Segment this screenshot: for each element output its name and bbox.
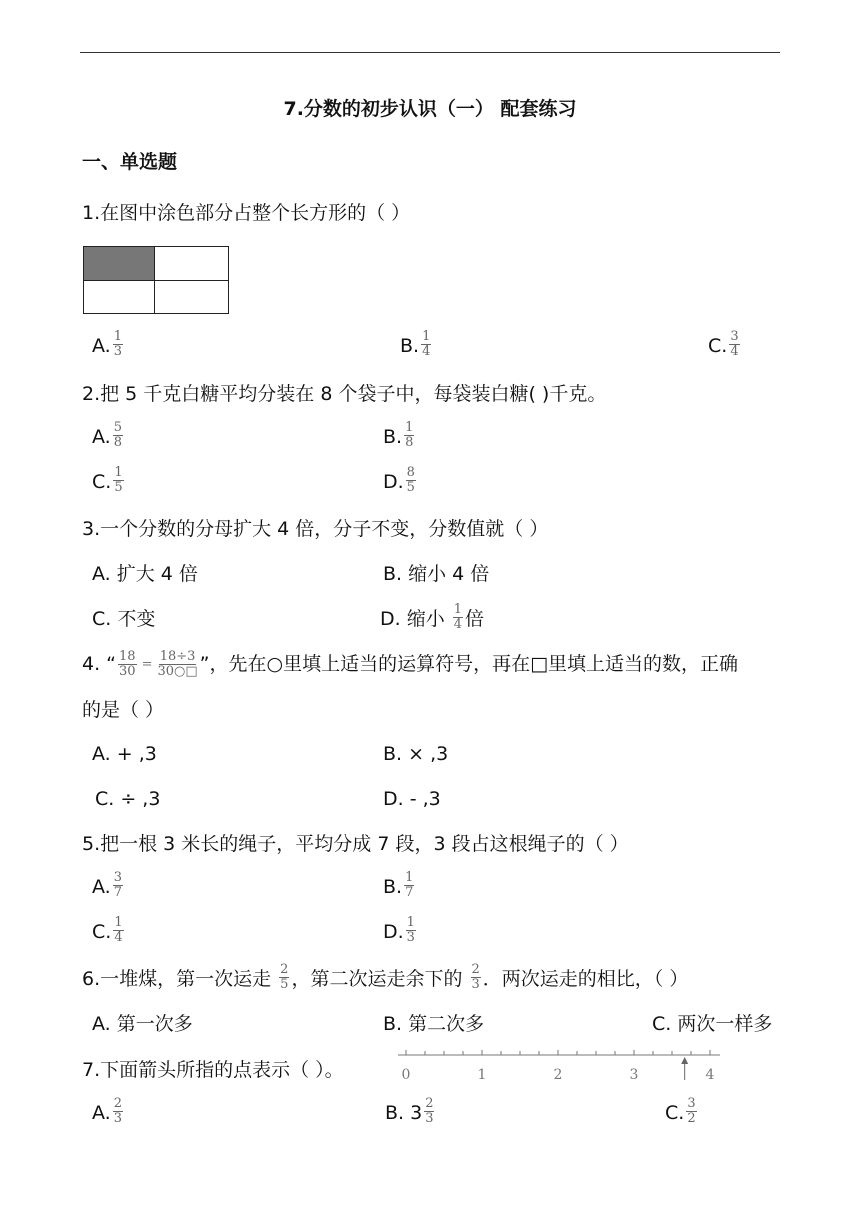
question-4-stem: 4. “ $\frac{18}{30}$ = $\frac{18\div 3}{30○□}$ ”，先在○里填上适当的运算符号，再在□里填上适当的数，正确	[82, 649, 739, 679]
q2-option-a[interactable]: A. $\frac{5}{8}$	[92, 420, 122, 450]
fraction: $\frac{3}{7}$	[113, 870, 122, 900]
q6-option-a[interactable]: A. 第一次多	[92, 1013, 193, 1035]
q5-option-c[interactable]: C. $\frac{1}{4}$	[92, 915, 123, 945]
question-4-stem-line2: 的是（ ）	[82, 699, 165, 721]
number-line-ticks	[406, 1050, 710, 1055]
fraction: $\frac{1}{4}$	[453, 602, 463, 632]
tick-label: 0	[401, 1067, 411, 1083]
q6-option-b[interactable]: B. 第二次多	[383, 1013, 485, 1035]
fraction: $\frac{2}{3}$	[113, 1096, 122, 1126]
question-7-stem: 7.下面箭头所指的点表示（ ）。	[82, 1059, 344, 1081]
q2-option-b[interactable]: B. $\frac{1}{8}$	[383, 420, 414, 450]
q1-option-c[interactable]: C. $\frac{3}{4}$	[708, 329, 739, 359]
fraction: $\frac{5}{8}$	[113, 420, 122, 450]
q3-option-a[interactable]: A. 扩大 4 倍	[92, 563, 198, 585]
question-3-stem: 3.一个分数的分母扩大 4 倍，分子不变，分数值就（ ）	[82, 518, 549, 540]
fraction: $\frac{2}{5}$	[280, 962, 289, 992]
q1-option-b[interactable]: B. $\frac{1}{4}$	[400, 329, 431, 359]
arrow-head	[681, 1057, 688, 1064]
q7-option-a[interactable]: A. $\frac{2}{3}$	[92, 1096, 122, 1126]
fraction: $\frac{1}{7}$	[405, 870, 414, 900]
fraction: $\frac{3}{2}$	[687, 1096, 696, 1126]
grid-divider-horizontal	[84, 280, 228, 281]
page-title: 7.分数的初步认识（一） 配套练习	[283, 98, 577, 120]
q3-option-c[interactable]: C. 不变	[92, 608, 156, 630]
fraction: $\frac{2}{3}$	[471, 962, 480, 992]
q2-option-c[interactable]: C. $\frac{1}{5}$	[92, 465, 123, 495]
q7-option-b[interactable]: B. 3 $\frac{2}{3}$	[385, 1096, 434, 1126]
tick-label: 4	[705, 1067, 715, 1083]
tick-label: 3	[629, 1067, 639, 1083]
q6-option-c[interactable]: C. 两次一样多	[652, 1013, 773, 1035]
fraction: $\frac{1}{5}$	[114, 465, 123, 495]
fraction: $\frac{1}{4}$	[114, 915, 123, 945]
fraction: $\frac{1}{3}$	[113, 329, 122, 359]
q5-option-a[interactable]: A. $\frac{3}{7}$	[92, 870, 122, 900]
tick-label: 1	[477, 1067, 487, 1083]
shaded-cell	[84, 247, 154, 280]
question-2-stem: 2.把 5 千克白糖平均分装在 8 个袋子中，每袋装白糖( )千克。	[82, 383, 607, 405]
fraction: $\frac{1}{3}$	[406, 915, 415, 945]
q5-option-b[interactable]: B. $\frac{1}{7}$	[383, 870, 414, 900]
question-5-stem: 5.把一根 3 米长的绳子，平均分成 7 段，3 段占这根绳子的（ ）	[82, 833, 629, 855]
header-rule	[80, 52, 780, 53]
q4-option-a[interactable]: A. + ,3	[92, 743, 157, 765]
section-heading: 一、单选题	[82, 151, 178, 173]
q7-option-c[interactable]: C. $\frac{3}{2}$	[665, 1096, 696, 1126]
q3-option-d[interactable]: D. 缩小 $\frac{1}{4}$ 倍	[380, 602, 485, 632]
number-line	[396, 1050, 726, 1086]
q1-option-a[interactable]: A. $\frac{1}{3}$	[92, 329, 122, 359]
q5-option-d[interactable]: D. $\frac{1}{3}$	[383, 915, 415, 945]
fraction: $\frac{8}{5}$	[406, 465, 415, 495]
question-1-stem: 1.在图中涂色部分占整个长方形的（ ）	[82, 202, 411, 224]
fraction: $\frac{1}{8}$	[405, 420, 414, 450]
number-line-labels	[402, 1067, 715, 1083]
fraction-expression: $\frac{18}{30}$ = $\frac{18\div 3}{30○□}$	[119, 649, 198, 679]
q4-option-d[interactable]: D. - ,3	[383, 788, 441, 810]
number-line-arrow-icon	[681, 1057, 688, 1080]
q2-option-d[interactable]: D. $\frac{8}{5}$	[383, 465, 415, 495]
fraction: $\frac{3}{4}$	[730, 329, 739, 359]
question-6-stem: 6.一堆煤，第一次运走 $\frac{2}{5}$ ，第二次运走余下的 $\frac{2}{3}$ ．两次运走的相比，（ ）	[82, 962, 689, 992]
tick-label: 2	[553, 1067, 563, 1083]
q4-option-c[interactable]: C. ÷ ,3	[95, 788, 161, 810]
fraction: $\frac{1}{4}$	[422, 329, 431, 359]
rectangle-figure	[83, 246, 229, 314]
q4-option-b[interactable]: B. × ,3	[383, 743, 449, 765]
fraction: $\frac{2}{3}$	[425, 1096, 434, 1126]
q3-option-b[interactable]: B. 缩小 4 倍	[383, 563, 490, 585]
